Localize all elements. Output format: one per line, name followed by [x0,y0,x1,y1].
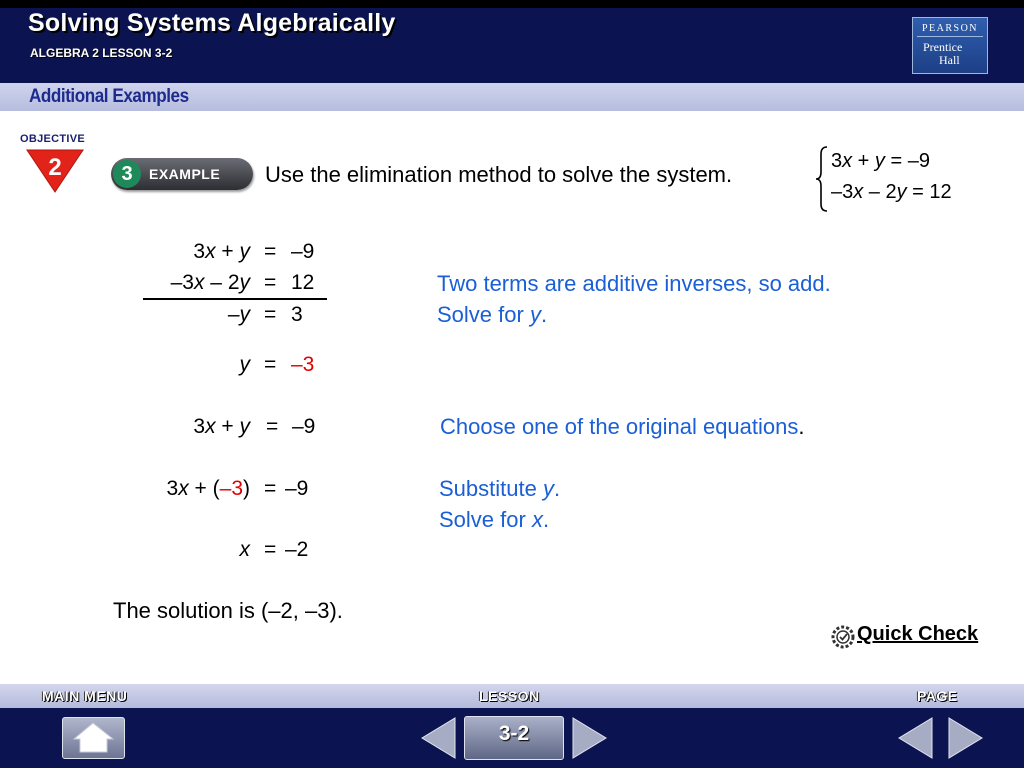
work-row-2-rhs: 12 [291,271,315,294]
work-row-7-rhs: –2 [285,538,309,561]
work-row-6-eq: = [264,477,277,500]
home-icon [63,718,124,758]
work-row-7-eq: = [264,538,277,561]
solution-text: The solution is (–2, –3). [113,598,343,623]
objective-label: OBJECTIVE [20,133,86,145]
example-number: 3 [113,160,141,188]
main-menu-label: MAIN MENU [42,688,128,704]
work-row-4-eq: = [264,353,277,376]
objective-triangle-icon [25,148,85,194]
next-lesson-arrow-icon[interactable] [569,716,609,760]
system-brace-icon [814,145,830,213]
work-row-3-rhs: 3 [291,303,303,326]
objective-number: 2 [48,154,62,181]
work-row-3-lhs: –y [227,303,250,326]
work-row-4-rhs: –3 [291,353,315,376]
section-title: Additional Examples [29,86,189,107]
work-row-7-lhs: x [239,538,250,561]
example-badge [111,158,253,190]
note-substitute-y: Substitute y. [439,476,561,501]
note-additive-inverses: Two terms are additive inverses, so add. [437,271,831,296]
work-row-2-lhs: –3x – 2y [170,271,250,294]
work-row-5-rhs: –9 [292,415,316,438]
example-label: EXAMPLE [149,166,221,182]
work-row-3-eq: = [264,303,277,326]
problem-statement: Use the elimination method to solve the system. [265,162,733,187]
page-label: PAGE [917,688,958,704]
logo-text-prentice-hall: Prentice Hall [923,40,963,67]
previous-page-arrow-icon[interactable] [896,716,936,760]
addition-rule [143,298,327,300]
objective-badge [20,133,90,181]
note-solve-for-x: Solve for x. [439,507,550,532]
lesson-label: LESSON [479,688,540,704]
page-title: Solving Systems Algebraically [28,9,396,37]
work-row-4-lhs: y [239,353,250,376]
note-choose-equation: Choose one of the original equations. [440,414,805,439]
lesson-subtitle: ALGEBRA 2 LESSON 3-2 [30,46,173,60]
quick-check-gear-icon [830,624,856,650]
quick-check-label[interactable]: Quick Check [857,623,979,645]
work-row-1-eq: = [264,240,277,263]
system-equation-1: 3x + y = –9 [831,150,930,172]
work-row-6-lhs: 3x + (–3) [166,477,250,500]
work-row-2-eq: = [264,271,277,294]
lesson-number[interactable]: 3-2 [498,722,530,745]
work-row-5-eq: = [266,415,279,438]
work-row-1-lhs: 3x + y [193,240,250,263]
main-menu-button[interactable] [62,717,125,759]
logo-text-pearson: PEARSON [921,23,979,34]
work-row-1-rhs: –9 [291,240,315,263]
next-page-arrow-icon[interactable] [945,716,985,760]
note-solve-for-y: Solve for y. [437,302,548,327]
work-row-5-lhs: 3x + y [193,415,250,438]
work-row-6-rhs: –9 [285,477,309,500]
pearson-logo [912,17,988,74]
system-equation-2: –3x – 2y = 12 [831,181,952,203]
previous-lesson-arrow-icon[interactable] [419,716,459,760]
